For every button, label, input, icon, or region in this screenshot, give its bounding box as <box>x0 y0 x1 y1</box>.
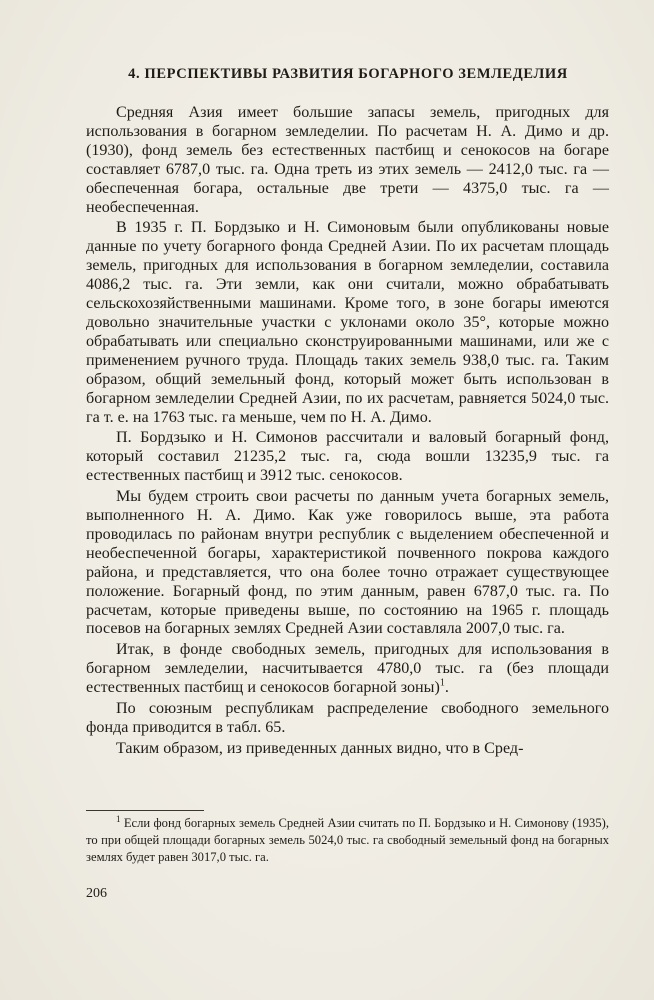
paragraph-4: Мы будем строить свои расчеты по данным учета богарных земель, выполненного Н. А. Димо. Как уже говорилось выше, эта работа проводилась по районам внутри республик с выделением обеспеченной и необеспеченной богары, характеристикой почвенного покрова каждого района, и представляется, что она более точно отражает существующее положение. Богарный фонд, по этим данным, равен 6787,0 тыс. га. По расчетам, которые приведены выше, по состоянию на 1965 г. площадь посевов на богарных землях Средней Азии составляла 2007,0 тыс. га. <box>86 488 609 638</box>
body-text <box>86 104 609 759</box>
footnote-text: Если фонд богарных земель Средней Азии считать по П. Бордзыко и Н. Симонову (1935), то при общей площади богарных земель 5024,0 тыс. га свободный земельный фонд на богарных землях будет равен 3017,0 тыс. га. <box>86 816 609 864</box>
paragraph-2: В 1935 г. П. Бордзыко и Н. Симоновым были опубликованы новые данные по учету богарного фонда Средней Азии. По их расчетам площадь земель, пригодных для использования в богарном земледелии, составила 4086,2 тыс. га. Эти земли, как они считали, можно обрабатывать сельскохозяйственными машинами. Кроме того, в зоне богары имеются довольно значительные участки с уклонами около 35°, которые можно обрабатывать или специально сконструированными машинами, или же с применением ручного труда. Площадь таких земель 938,0 тыс. га. Таким образом, общий земельный фонд, который может быть использован в богарном земледелии Средней Азии, по их расчетам, равняется 5024,0 тыс. га т. е. на 1763 тыс. га меньше, чем по Н. А. Димо. <box>86 219 609 426</box>
footnote-divider <box>86 810 204 811</box>
page-number: 206 <box>86 886 107 901</box>
section-heading: 4. ПЕРСПЕКТИВЫ РАЗВИТИЯ БОГАРНОГО ЗЕМЛЕДЕЛИЯ <box>128 66 568 82</box>
paragraph-3: П. Бордзыко и Н. Симонов рассчитали и валовый богарный фонд, который составил 21235,2 тыс. га, сюда вошли 13235,9 тыс. га естественных пастбищ и 3912 тыс. сенокосов. <box>86 429 609 485</box>
paragraph-7: Таким образом, из приведенных данных видно, что в Сред- <box>116 739 524 757</box>
paragraph-5-text: Итак, в фонде свободных земель, пригодных для использования в богарном земледелии, насчитывается 4780,0 тыс. га (без площади естественных пастбищ и сенокосов богарной зоны) <box>86 641 609 697</box>
paragraph-5: Итак, в фонде свободных земель, пригодных для использования в богарном земледелии, насчитывается 4780,0 тыс. га (без площади естественных пастбищ и сенокосов богарной зоны)$^1$. <box>86 641 609 697</box>
footnote <box>86 815 609 865</box>
paragraph-1: Средняя Азия имеет большие запасы земель, пригодных для использования в богарном земледелии. По расчетам Н. А. Димо и др. (1930), фонд земель без естественных пастбищ и сенокосов на богаре составляет 6787,0 тыс. га. Одна треть из этих земель — 2412,0 тыс. га — обеспеченная богара, остальные две трети — 4375,0 тыс. га — необеспеченная. <box>86 104 609 216</box>
paragraph-6: По союзным республикам распределение свободного земельного фонда приводится в табл. 65. <box>86 700 609 736</box>
footnote-marker: 1 <box>116 813 121 824</box>
footnote-reference: 1 <box>439 677 445 689</box>
